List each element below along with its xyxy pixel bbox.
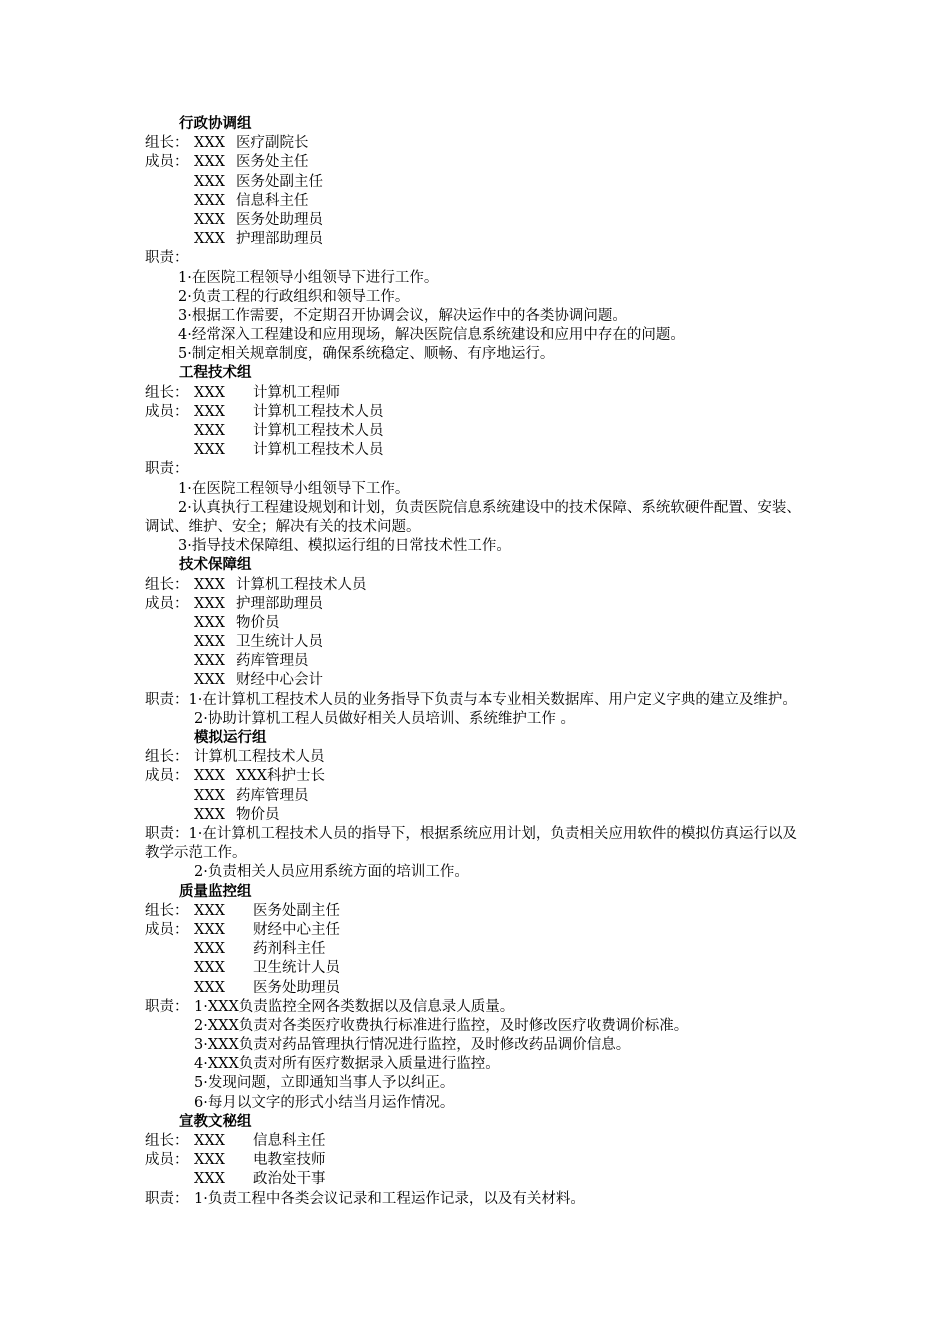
member-row xyxy=(0,614,950,633)
member-role: 医务处助理员 xyxy=(253,979,340,996)
member-row xyxy=(0,806,950,825)
duty-item: 1·在医院工程领导小组领导下工作。 xyxy=(178,480,410,497)
leader-label: 组长： xyxy=(145,1133,189,1150)
section-title-admin: 行政协调组 xyxy=(179,116,252,132)
member-role: 药库管理员 xyxy=(236,653,309,670)
member-label: 成员： xyxy=(145,921,189,938)
leader-role: 信息科主任 xyxy=(253,1133,326,1150)
duty-item: 1·在计算机工程技术人员的指导下，根据系统应用计划，负责相关应用软件的模拟仿真运行以及教学示范工作。 xyxy=(145,825,797,862)
member-name: XXX xyxy=(194,442,225,459)
leader-row xyxy=(0,1132,950,1151)
member-row xyxy=(0,633,950,652)
member-row xyxy=(0,1170,950,1189)
member-label: 成员： xyxy=(145,154,189,171)
leader-name: XXX xyxy=(194,384,225,401)
member-name: XXX xyxy=(194,614,225,631)
member-row xyxy=(0,153,950,172)
leader-row xyxy=(0,748,950,767)
member-name: XXX xyxy=(194,173,225,190)
member-name: XXX xyxy=(194,960,225,977)
document-page xyxy=(0,115,950,1209)
member-name: XXX xyxy=(194,634,225,651)
leader-name: XXX xyxy=(194,576,225,593)
member-name: XXX xyxy=(194,154,225,171)
member-row xyxy=(0,959,950,978)
leader-label: 组长： xyxy=(145,576,189,593)
member-role: 物价员 xyxy=(236,806,280,823)
leader-name: XXX xyxy=(194,1133,225,1150)
duty-item: 2·协助计算机工程人员做好相关人员培训、系统维护工作 。 xyxy=(194,710,575,727)
member-row xyxy=(0,441,950,460)
member-role: 财经中心主任 xyxy=(253,921,340,938)
member-row xyxy=(0,422,950,441)
duty-row xyxy=(0,825,810,863)
member-role: 医务处助理员 xyxy=(236,211,323,228)
member-role: 护理部助理员 xyxy=(236,595,323,612)
member-row xyxy=(0,192,950,211)
duty-item: 1·在计算机工程技术人员的业务指导下负责与本专业相关数据库、用户定义字典的建立及维护。 xyxy=(188,691,797,708)
member-role: 计算机工程技术人员 xyxy=(253,403,384,420)
duty-item: 3·根据工作需要，不定期召开协调会议，解决运作中的各类协调问题。 xyxy=(178,307,627,324)
leader-role: 计算机工程师 xyxy=(253,384,340,401)
member-role: 卫生统计人员 xyxy=(253,960,340,977)
section-title-publicity: 宣教文秘组 xyxy=(179,1113,252,1130)
section-title-quality: 质量监控组 xyxy=(179,883,252,900)
member-row xyxy=(0,652,950,671)
duty-label: 职责： xyxy=(145,250,189,267)
member-row xyxy=(0,230,950,249)
member-role: 护理部助理员 xyxy=(236,231,323,248)
member-label: 成员： xyxy=(145,403,189,420)
leader-role: 医务处副主任 xyxy=(253,902,340,919)
leader-label: 组长： xyxy=(145,384,189,401)
member-row xyxy=(0,671,950,690)
leader-role: 医疗副院长 xyxy=(236,135,309,152)
member-role: 信息科主任 xyxy=(236,192,309,209)
duty-item: 3·指导技术保障组、模拟运行组的日常技术性工作。 xyxy=(178,538,511,555)
leader-label: 组长： xyxy=(145,135,189,152)
member-role: 医务处副主任 xyxy=(236,173,323,190)
member-role: 计算机工程技术人员 xyxy=(253,442,384,459)
duty-item: 4·XXX负责对所有医疗数据录入质量进行监控。 xyxy=(194,1056,500,1073)
member-name: XXX xyxy=(194,921,225,938)
member-role: 药剂科主任 xyxy=(253,941,326,958)
leader-row xyxy=(0,902,950,921)
leader-row xyxy=(0,384,950,403)
leader-name: XXX xyxy=(194,135,225,152)
duty-item: 1·负责工程中各类会议记录和工程运作记录，以及有关材料。 xyxy=(194,1190,585,1207)
member-row xyxy=(0,403,950,422)
duty-item: 2·认真执行工程建设规划和计划，负责医院信息系统建设中的技术保障、系统软硬件配置、安装、调试、维护、安全；解决有关的技术问题。 xyxy=(145,499,801,535)
duty-label: 职责： xyxy=(145,461,189,478)
duty-row xyxy=(0,1190,950,1209)
duty-item: 4·经常深入工程建设和应用现场，解决医院信息系统建设和应用中存在的问题。 xyxy=(178,327,685,344)
section-title-simulation: 模拟运行组 xyxy=(194,730,267,747)
duty-label: 职责： xyxy=(145,1190,189,1207)
leader-row xyxy=(0,576,950,595)
member-role: 电教室技师 xyxy=(253,1152,326,1169)
member-row xyxy=(0,787,950,806)
member-name: XXX xyxy=(194,403,225,420)
member-name: XXX xyxy=(194,806,225,823)
duty-item: 5·制定相关规章制度，确保系统稳定、顺畅、有序地运行。 xyxy=(178,346,555,363)
leader-row xyxy=(0,134,950,153)
duty-item: 5·发现问题，立即通知当事人予以纠正。 xyxy=(194,1075,455,1092)
leader-name: XXX xyxy=(194,902,225,919)
member-role: 物价员 xyxy=(236,614,280,631)
duty-item: 2·负责工程的行政组织和领导工作。 xyxy=(178,288,410,305)
member-row xyxy=(0,767,950,786)
member-role: 药库管理员 xyxy=(236,787,309,804)
duty-label: 职责： xyxy=(145,691,189,708)
duty-row xyxy=(0,460,950,479)
member-row xyxy=(0,979,950,998)
duty-item: 2·负责相关人员应用系统方面的培训工作。 xyxy=(194,864,469,881)
member-name: XXX xyxy=(194,653,225,670)
section-title-support: 技术保障组 xyxy=(179,557,252,574)
member-name: XXX xyxy=(194,192,225,209)
duty-item: 2·XXX负责对各类医疗收费执行标准进行监控，及时修改医疗收费调价标准。 xyxy=(194,1017,689,1034)
member-name: XXX xyxy=(194,979,225,996)
member-role: 计算机工程技术人员 xyxy=(253,423,384,439)
member-row xyxy=(0,940,950,959)
member-row xyxy=(0,595,950,614)
duty-item: 3·XXX负责对药品管理执行情况进行监控，及时修改药品调价信息。 xyxy=(194,1037,631,1054)
member-name: XXX xyxy=(194,595,225,612)
member-row xyxy=(0,173,950,192)
leader-label: 组长： xyxy=(145,902,189,919)
member-name: XXX xyxy=(194,672,225,689)
duty-item: 1·在医院工程领导小组领导下进行工作。 xyxy=(178,269,439,286)
member-name: XXX xyxy=(194,941,225,958)
member-label: 成员： xyxy=(145,1152,189,1169)
member-role: 卫生统计人员 xyxy=(236,634,323,651)
member-row xyxy=(0,921,950,940)
member-name: XXX xyxy=(194,1152,225,1169)
member-label: 成员： xyxy=(145,595,189,612)
member-name: XXX xyxy=(194,231,225,248)
member-name: XXX xyxy=(194,787,225,804)
section-title-engineering: 工程技术组 xyxy=(179,365,252,382)
duty-label: 职责： xyxy=(145,998,189,1015)
duty-item: 6·每月以文字的形式小结当月运作情况。 xyxy=(194,1094,455,1111)
duty-row xyxy=(0,249,950,268)
member-name: XXX xyxy=(194,423,225,439)
duty-row xyxy=(0,691,810,710)
leader-label: 组长： xyxy=(145,749,189,766)
duty-label: 职责： xyxy=(145,825,189,842)
member-row xyxy=(0,211,950,230)
member-role: 财经中心会计 xyxy=(236,672,323,689)
member-name: XXX xyxy=(194,768,225,785)
leader-role: 计算机工程技术人员 xyxy=(194,749,325,766)
member-role: 医务处主任 xyxy=(236,154,309,171)
duty-item: 1·XXX负责监控全网各类数据以及信息录人质量。 xyxy=(194,998,515,1015)
member-role: 政治处干事 xyxy=(253,1171,326,1188)
duty-row xyxy=(0,998,950,1017)
member-name: XXX xyxy=(194,211,225,228)
member-row xyxy=(0,1151,950,1170)
member-name: XXX xyxy=(194,1171,225,1188)
member-label: 成员： xyxy=(145,768,189,785)
member-role: XXX科护士长 xyxy=(236,768,325,785)
leader-role: 计算机工程技术人员 xyxy=(236,576,367,593)
